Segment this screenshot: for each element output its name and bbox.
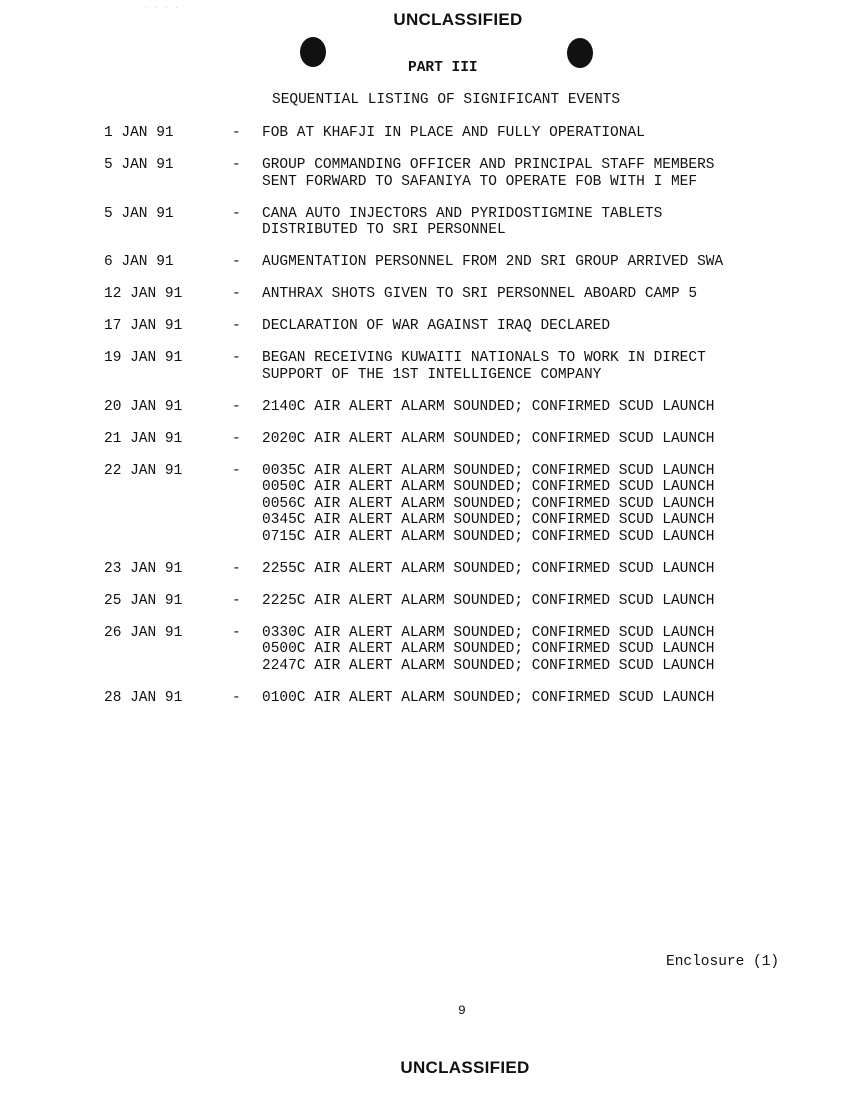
event-entry	[0, 350, 850, 383]
event-date: 25 JAN 91	[104, 592, 183, 609]
event-description-line: 0345C AIR ALERT ALARM SOUNDED; CONFIRMED SCUD LAUNCH	[262, 512, 715, 528]
event-description-line: BEGAN RECEIVING KUWAITI NATIONALS TO WORK IN DIRECT	[262, 350, 706, 366]
event-dash: -	[232, 205, 241, 222]
event-dash: -	[232, 462, 241, 479]
event-date: 12 JAN 91	[104, 286, 183, 302]
event-description-line: 2255C AIR ALERT ALARM SOUNDED; CONFIRMED SCUD LAUNCH	[262, 560, 715, 577]
event-dash: -	[232, 157, 241, 173]
event-date: 21 JAN 91	[104, 430, 183, 447]
event-dash: -	[232, 430, 241, 447]
event-description-line: 2020C AIR ALERT ALARM SOUNDED; CONFIRMED SCUD LAUNCH	[262, 430, 715, 447]
event-description	[262, 157, 850, 190]
event-entry	[0, 157, 850, 190]
event-date: 5 JAN 91	[104, 157, 174, 173]
event-entry	[0, 399, 850, 416]
event-description-line: FOB AT KHAFJI IN PLACE AND FULLY OPERATIONAL	[262, 125, 645, 141]
event-description-line: 0715C AIR ALERT ALARM SOUNDED; CONFIRMED SCUD LAUNCH	[262, 528, 715, 545]
event-description	[262, 593, 850, 610]
event-date: 20 JAN 91	[104, 398, 183, 415]
event-dash: -	[232, 254, 241, 270]
event-description-line: 0035C AIR ALERT ALARM SOUNDED; CONFIRMED SCUD LAUNCH	[262, 462, 715, 479]
punch-hole-left	[300, 37, 326, 67]
section-title: SEQUENTIAL LISTING OF SIGNIFICANT EVENTS	[272, 92, 621, 108]
event-date: 23 JAN 91	[104, 560, 183, 577]
event-date: 22 JAN 91	[104, 462, 183, 479]
enclosure-label: Enclosure (1)	[666, 954, 780, 970]
event-description	[262, 254, 850, 271]
event-entry	[0, 254, 850, 271]
event-dash: -	[232, 318, 241, 334]
event-description	[262, 286, 850, 303]
part-title: PART III	[408, 60, 478, 76]
event-description-line: SUPPORT OF THE 1ST INTELLIGENCE COMPANY	[262, 366, 602, 383]
event-dash: -	[232, 286, 241, 302]
event-description-line: 0056C AIR ALERT ALARM SOUNDED; CONFIRMED SCUD LAUNCH	[262, 495, 715, 512]
event-dash: -	[232, 689, 241, 706]
event-description-line: CANA AUTO INJECTORS AND PYRIDOSTIGMINE TABLETS	[262, 205, 663, 222]
event-date: 1 JAN 91	[104, 125, 174, 141]
event-description	[262, 463, 850, 546]
event-entry	[0, 593, 850, 610]
event-entry	[0, 625, 850, 675]
classification-footer: UNCLASSIFIED	[400, 1058, 530, 1077]
event-date: 28 JAN 91	[104, 689, 183, 706]
event-dash: -	[232, 592, 241, 609]
event-date: 26 JAN 91	[104, 624, 183, 641]
event-date: 6 JAN 91	[104, 254, 174, 270]
event-dash: -	[232, 125, 241, 141]
classification-header: UNCLASSIFIED	[393, 10, 523, 29]
event-description	[262, 206, 850, 239]
event-entry	[0, 318, 850, 335]
event-entry	[0, 561, 850, 578]
event-entry	[0, 690, 850, 707]
event-date: 19 JAN 91	[104, 350, 183, 366]
event-entry	[0, 463, 850, 546]
page-number: 9	[458, 1003, 466, 1018]
event-description	[262, 431, 850, 448]
event-dash: -	[232, 624, 241, 641]
event-description-line: DISTRIBUTED TO SRI PERSONNEL	[262, 222, 506, 238]
event-description	[262, 350, 850, 383]
event-entry	[0, 286, 850, 303]
event-description-line: 0500C AIR ALERT ALARM SOUNDED; CONFIRMED SCUD LAUNCH	[262, 641, 715, 657]
event-description-line: SENT FORWARD TO SAFANIYA TO OPERATE FOB WITH I MEF	[262, 173, 698, 190]
event-description-line: 2247C AIR ALERT ALARM SOUNDED; CONFIRMED SCUD LAUNCH	[262, 657, 715, 674]
event-dash: -	[232, 398, 241, 415]
event-description	[262, 318, 850, 335]
punch-hole-right	[567, 38, 593, 68]
event-entry	[0, 206, 850, 239]
event-description-line: ANTHRAX SHOTS GIVEN TO SRI PERSONNEL ABOARD CAMP 5	[262, 286, 698, 302]
event-description	[262, 125, 850, 142]
event-description	[262, 399, 850, 416]
event-description	[262, 625, 850, 675]
event-date: 17 JAN 91	[104, 318, 183, 334]
event-description-line: 2140C AIR ALERT ALARM SOUNDED; CONFIRMED SCUD LAUNCH	[262, 398, 715, 415]
event-description-line: 0050C AIR ALERT ALARM SOUNDED; CONFIRMED SCUD LAUNCH	[262, 479, 715, 495]
scan-artifact: · · · ·	[145, 4, 181, 12]
event-dash: -	[232, 560, 241, 577]
event-description	[262, 561, 850, 578]
event-description-line: GROUP COMMANDING OFFICER AND PRINCIPAL STAFF MEMBERS	[262, 157, 715, 173]
event-entry	[0, 431, 850, 448]
event-dash: -	[232, 350, 241, 366]
event-description	[262, 690, 850, 707]
event-description-line: AUGMENTATION PERSONNEL FROM 2ND SRI GROUP ARRIVED SWA	[262, 254, 724, 270]
event-description-line: 0100C AIR ALERT ALARM SOUNDED; CONFIRMED SCUD LAUNCH	[262, 689, 715, 706]
event-description-line: 2225C AIR ALERT ALARM SOUNDED; CONFIRMED SCUD LAUNCH	[262, 592, 715, 609]
event-entry	[0, 125, 850, 142]
events-list	[0, 125, 850, 722]
event-description-line: 0330C AIR ALERT ALARM SOUNDED; CONFIRMED SCUD LAUNCH	[262, 624, 715, 641]
event-description-line: DECLARATION OF WAR AGAINST IRAQ DECLARED	[262, 318, 611, 334]
event-date: 5 JAN 91	[104, 205, 174, 222]
